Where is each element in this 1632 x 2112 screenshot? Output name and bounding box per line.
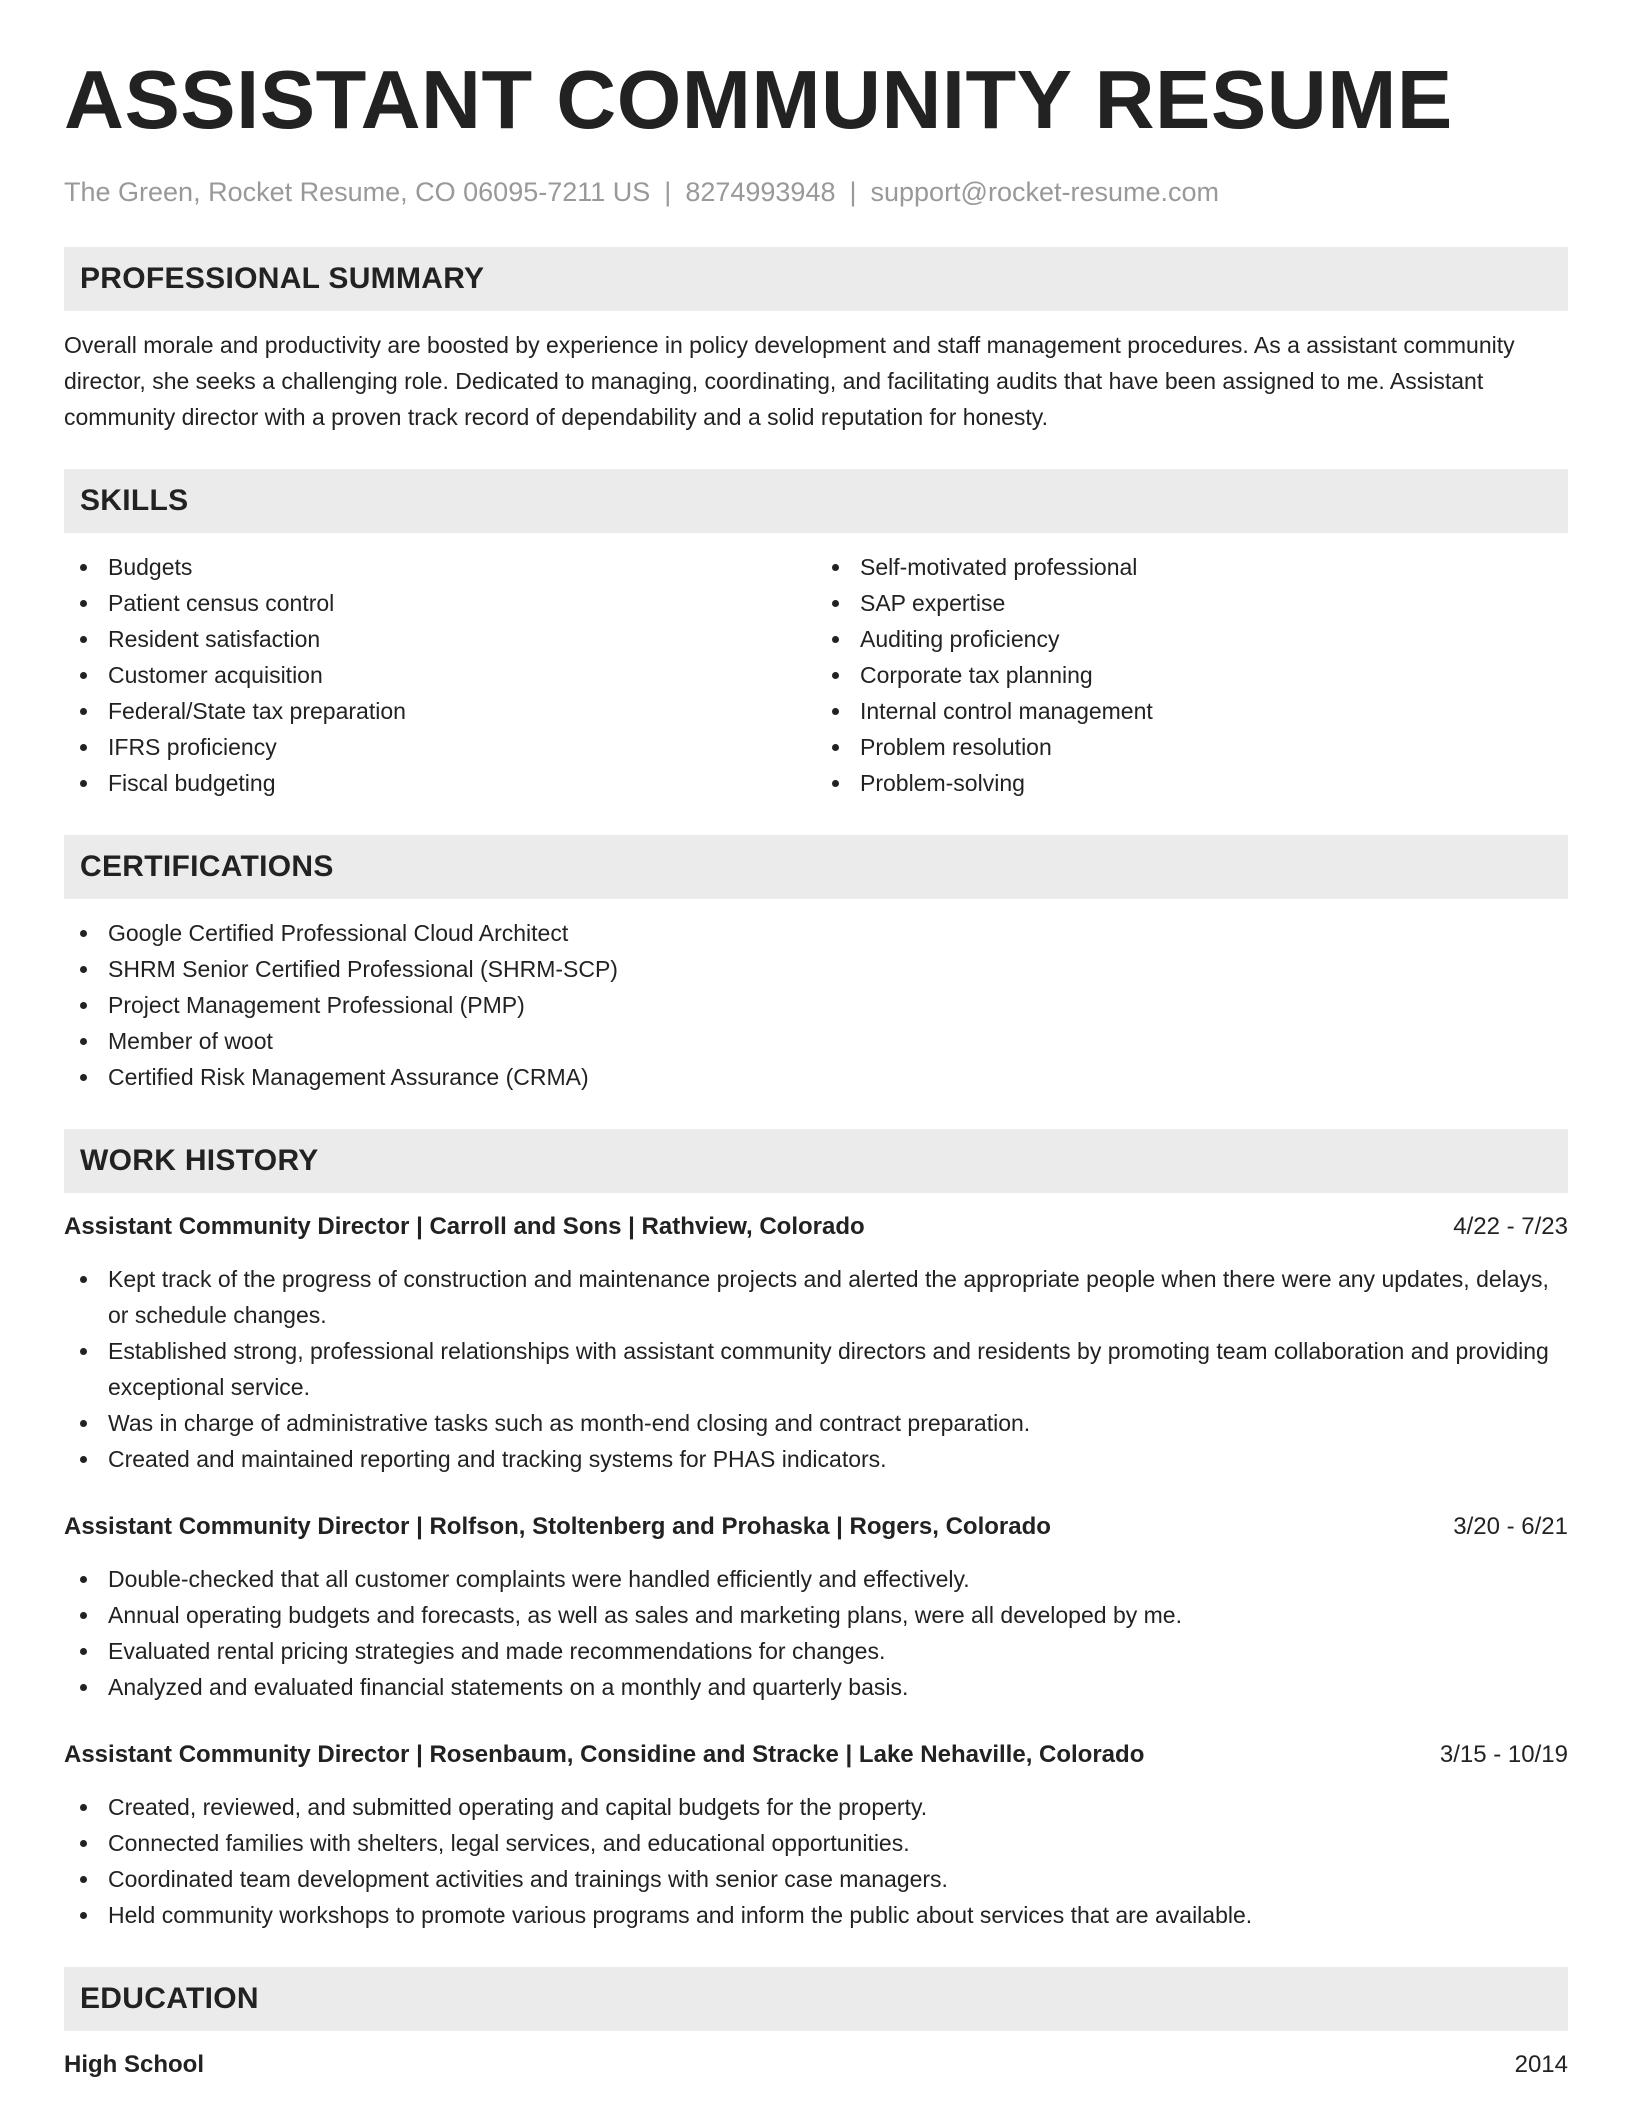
job-bullet: Created and maintained reporting and tracking systems for PHAS indicators. xyxy=(64,1441,1568,1477)
job-bullet: Coordinated team development activities and trainings with senior case managers. xyxy=(64,1861,1568,1897)
certifications-list xyxy=(64,915,1568,1095)
job-title: Assistant Community Director | Carroll and Sons | Rathview, Colorado xyxy=(64,1213,865,1240)
certification-item: Google Certified Professional Cloud Architect xyxy=(64,915,1568,951)
skill-item: Problem resolution xyxy=(816,729,1568,765)
job-dates: 3/15 - 10/19 xyxy=(1439,1741,1568,1768)
job-bullet: Kept track of the progress of construction and maintenance projects and alerted the appropriate people when there were any updates, delays, or schedule changes. xyxy=(64,1261,1568,1333)
skill-item: Corporate tax planning xyxy=(816,657,1568,693)
job-entry xyxy=(64,1209,1568,1477)
contact-phone: 8274993948 xyxy=(685,177,836,207)
job-bullets xyxy=(64,1261,1568,1477)
skill-item: Resident satisfaction xyxy=(64,621,816,657)
skills-column-left xyxy=(64,549,816,801)
skill-item: Customer acquisition xyxy=(64,657,816,693)
job-header xyxy=(64,1209,1568,1245)
job-dates: 3/20 - 6/21 xyxy=(1453,1513,1568,1540)
job-entry xyxy=(64,1509,1568,1705)
job-bullets xyxy=(64,1789,1568,1933)
education-degree: High School xyxy=(64,2051,204,2078)
skill-item: SAP expertise xyxy=(816,585,1568,621)
job-bullet: Connected families with shelters, legal services, and educational opportunities. xyxy=(64,1825,1568,1861)
certification-item: Member of woot xyxy=(64,1023,1568,1059)
skill-item: Patient census control xyxy=(64,585,816,621)
skill-item: Budgets xyxy=(64,549,816,585)
skills-list xyxy=(64,549,1568,801)
job-bullet: Double-checked that all customer complaints were handled efficiently and effectively. xyxy=(64,1561,1568,1597)
contact-separator: | xyxy=(664,177,672,207)
certifications-heading: CERTIFICATIONS xyxy=(64,835,1568,899)
job-bullet: Created, reviewed, and submitted operating and capital budgets for the property. xyxy=(64,1789,1568,1825)
work-history-heading: WORK HISTORY xyxy=(64,1129,1568,1193)
job-bullet: Established strong, professional relationships with assistant community directors and residents by promoting team collaboration and providing exceptional service. xyxy=(64,1333,1568,1405)
contact-separator: | xyxy=(849,177,857,207)
contact-email: support@rocket-resume.com xyxy=(870,177,1220,207)
job-bullet: Analyzed and evaluated financial statements on a monthly and quarterly basis. xyxy=(64,1669,1568,1705)
certification-item: Certified Risk Management Assurance (CRMA) xyxy=(64,1059,1568,1095)
skill-item: Auditing proficiency xyxy=(816,621,1568,657)
job-title: Assistant Community Director | Rolfson, Stoltenberg and Prohaska | Rogers, Colorado xyxy=(64,1513,1051,1540)
job-title: Assistant Community Director | Rosenbaum, Considine and Stracke | Lake Nehaville, Colorado xyxy=(64,1741,1145,1768)
job-entry xyxy=(64,1737,1568,1933)
skill-item: Self-motivated professional xyxy=(816,549,1568,585)
skill-item: IFRS proficiency xyxy=(64,729,816,765)
job-header xyxy=(64,1509,1568,1545)
education-year: 2014 xyxy=(1514,2051,1568,2078)
certification-item: SHRM Senior Certified Professional (SHRM-SCP) xyxy=(64,951,1568,987)
education-heading: EDUCATION xyxy=(64,1967,1568,2031)
job-header xyxy=(64,1737,1568,1773)
education-entry xyxy=(64,2047,1568,2083)
summary-heading: PROFESSIONAL SUMMARY xyxy=(64,247,1568,311)
job-bullets xyxy=(64,1561,1568,1705)
job-dates: 4/22 - 7/23 xyxy=(1453,1213,1568,1240)
contact-line xyxy=(64,177,1568,208)
skill-item: Problem-solving xyxy=(816,765,1568,801)
certification-item: Project Management Professional (PMP) xyxy=(64,987,1568,1023)
job-bullet: Evaluated rental pricing strategies and made recommendations for changes. xyxy=(64,1633,1568,1669)
skills-column-right xyxy=(816,549,1568,801)
job-bullet: Was in charge of administrative tasks such as month-end closing and contract preparation. xyxy=(64,1405,1568,1441)
skill-item: Internal control management xyxy=(816,693,1568,729)
resume-title: ASSISTANT COMMUNITY RESUME xyxy=(64,53,1453,146)
job-bullet: Annual operating budgets and forecasts, as well as sales and marketing plans, were all developed by me. xyxy=(64,1597,1568,1633)
skill-item: Fiscal budgeting xyxy=(64,765,816,801)
skill-item: Federal/State tax preparation xyxy=(64,693,816,729)
summary-text: Overall morale and productivity are boosted by experience in policy development and staff management procedures. As a assistant community director, she seeks a challenging role. Dedicated to managing, coordinating, and facilitating audits that have been assigned to me. Assistant community director with a proven track record of dependability and a solid reputation for honesty. xyxy=(64,332,1515,430)
job-bullet: Held community workshops to promote various programs and inform the public about services that are available. xyxy=(64,1897,1568,1933)
contact-address: The Green, Rocket Resume, CO 06095-7211 US xyxy=(64,177,651,207)
skills-heading: SKILLS xyxy=(64,469,1568,533)
